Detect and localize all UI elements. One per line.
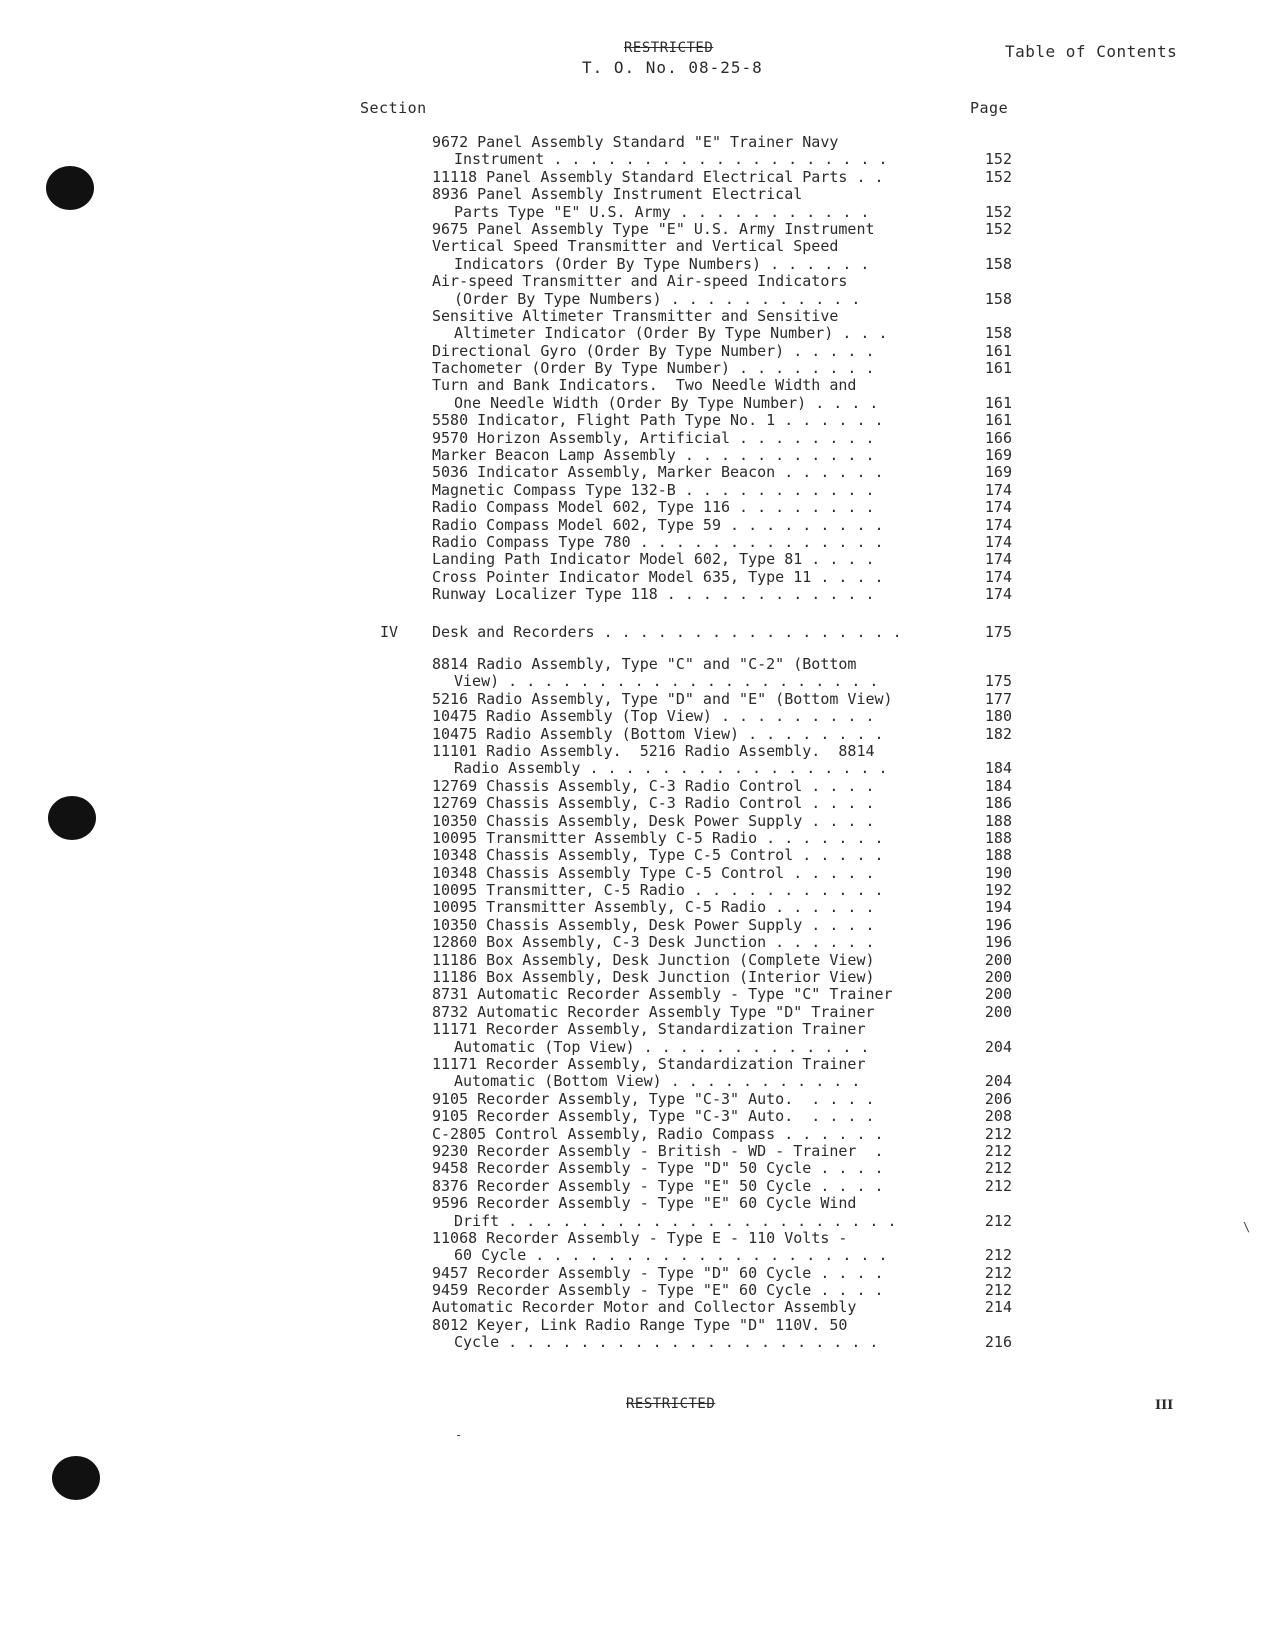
toc-entry <box>432 569 1012 586</box>
toc-entry-page: 158 <box>984 254 1012 273</box>
toc-entry-text: 8376 Recorder Assembly - Type "E" 50 Cycle . . . . <box>432 1176 884 1195</box>
toc-entry-page: 169 <box>984 463 1012 482</box>
toc-entry <box>432 499 1012 516</box>
toc-entry <box>432 813 1012 830</box>
toc-entry-text: Radio Compass Type 780 . . . . . . . . . . . . . . <box>432 532 884 551</box>
toc-entry-page: 152 <box>984 150 1012 169</box>
toc-entry <box>432 691 1012 708</box>
page-column-heading: Page <box>970 99 1009 117</box>
toc-entry-text: 11068 Recorder Assembly - Type E - 110 Volts - <box>432 1228 848 1247</box>
toc-entry <box>432 447 1012 464</box>
toc-entry-page: 174 <box>984 585 1012 604</box>
toc-entry-page: 206 <box>984 1089 1012 1108</box>
toc-entry-page: 216 <box>984 1333 1012 1352</box>
toc-entry-page: 161 <box>984 341 1012 360</box>
section-page-number: 175 <box>984 623 1012 641</box>
toc-entry <box>432 1334 1012 1351</box>
toc-entry-page: 174 <box>984 480 1012 499</box>
toc-entry-text: Radio Compass Model 602, Type 59 . . . . . . . . . <box>432 515 884 534</box>
toc-entry-text: 10095 Transmitter, C-5 Radio . . . . . . . . . . . <box>432 881 884 900</box>
toc-entry-page: 212 <box>984 1281 1012 1300</box>
toc-section-row <box>380 622 1012 642</box>
toc-entry-text: Radio Assembly . . . . . . . . . . . . . . . . . <box>454 759 888 778</box>
toc-entry-text: Tachometer (Order By Type Number) . . . . . . . . <box>432 359 875 378</box>
toc-entry-page: 180 <box>984 707 1012 726</box>
toc-entry-text: Automatic Recorder Motor and Collector Assembly <box>432 1298 857 1317</box>
toc-entry-text: 9105 Recorder Assembly, Type "C-3" Auto. . . . . <box>432 1089 875 1108</box>
toc-entry <box>432 395 1012 412</box>
toc-entry <box>432 743 1012 760</box>
toc-entry <box>432 726 1012 743</box>
toc-entry <box>432 760 1012 777</box>
toc-entry-text: 11171 Recorder Assembly, Standardization Trainer <box>432 1020 866 1039</box>
toc-entry-page: 196 <box>984 915 1012 934</box>
toc-entry <box>432 430 1012 447</box>
toc-entry <box>432 256 1012 273</box>
toc-entry-text: 8012 Keyer, Link Radio Range Type "D" 110V. 50 <box>432 1315 848 1334</box>
scan-speck: - <box>455 1428 463 1442</box>
toc-entry <box>432 151 1012 168</box>
toc-entry-text: Marker Beacon Lamp Assembly . . . . . . . . . . . <box>432 446 875 465</box>
toc-entry <box>432 291 1012 308</box>
toc-entry-text: Instrument . . . . . . . . . . . . . . . . . . . <box>454 150 888 169</box>
toc-entry-page: 152 <box>984 219 1012 238</box>
toc-entry <box>432 1178 1012 1195</box>
toc-entry-text: 9105 Recorder Assembly, Type "C-3" Auto. . . . . <box>432 1107 875 1126</box>
toc-entry-text: 5580 Indicator, Flight Path Type No. 1 . . . . . . <box>432 411 884 430</box>
toc-entry <box>432 308 1012 325</box>
toc-entry-page: 212 <box>984 1176 1012 1195</box>
toc-entry-text: 5216 Radio Assembly, Type "D" and "E" (Bottom View) <box>432 689 893 708</box>
restricted-mark-footer: RESTRICTED <box>626 1396 716 1412</box>
toc-entry-text: 11186 Box Assembly, Desk Junction (Complete View) <box>432 950 875 969</box>
toc-entry-text: One Needle Width (Order By Type Number) . . . . <box>454 393 879 412</box>
section-title: Desk and Recorders . . . . . . . . . . . . . . . . . <box>432 623 902 641</box>
toc-entry <box>432 1091 1012 1108</box>
toc-entry <box>432 1126 1012 1143</box>
toc-entry-page: 212 <box>984 1263 1012 1282</box>
toc-entry-text: 11101 Radio Assembly. 5216 Radio Assembly. 8814 <box>432 741 875 760</box>
toc-entry-page: 161 <box>984 411 1012 430</box>
toc-entry <box>432 934 1012 951</box>
toc-entry-page: 158 <box>984 324 1012 343</box>
toc-entry-text: Cross Pointer Indicator Model 635, Type 11 . . . . <box>432 567 884 586</box>
toc-entry-text: (Order By Type Numbers) . . . . . . . . . . . <box>454 289 861 308</box>
toc-entry-text: Automatic (Top View) . . . . . . . . . . . . . <box>454 1037 870 1056</box>
toc-entry-text: 10348 Chassis Assembly Type C-5 Control . . . . . <box>432 863 875 882</box>
toc-entry <box>432 134 1012 151</box>
toc-entry-text: 11118 Panel Assembly Standard Electrical Parts . . <box>432 167 884 186</box>
toc-entry <box>432 1108 1012 1125</box>
toc-entry <box>432 551 1012 568</box>
toc-entry <box>432 778 1012 795</box>
toc-entry-text: Parts Type "E" U.S. Army . . . . . . . . . . . <box>454 202 870 221</box>
toc-entry <box>432 586 1012 603</box>
toc-entry-page: 182 <box>984 724 1012 743</box>
toc-entry <box>432 1282 1012 1299</box>
toc-entry <box>432 221 1012 238</box>
toc-entry-text: Vertical Speed Transmitter and Vertical Speed <box>432 237 839 256</box>
toc-entry <box>432 204 1012 221</box>
toc-entry-page: 158 <box>984 289 1012 308</box>
toc-entry <box>432 969 1012 986</box>
toc-entry-page: 196 <box>984 933 1012 952</box>
toc-entry-text: 10475 Radio Assembly (Top View) . . . . . . . . . <box>432 707 875 726</box>
toc-entry-text: Magnetic Compass Type 132-B . . . . . . . . . . . <box>432 480 875 499</box>
toc-entry-text: Radio Compass Model 602, Type 116 . . . . . . . . <box>432 498 875 517</box>
toc-entry <box>432 412 1012 429</box>
toc-entry-page: 166 <box>984 428 1012 447</box>
scan-speck: \ <box>1243 1220 1251 1234</box>
toc-entry <box>432 986 1012 1003</box>
toc-entry-page: 204 <box>984 1072 1012 1091</box>
toc-entry-text: Automatic (Bottom View) . . . . . . . . . . . <box>454 1072 861 1091</box>
toc-entry-page: 152 <box>984 202 1012 221</box>
toc-entry <box>432 917 1012 934</box>
toc-entry-page: 175 <box>984 672 1012 691</box>
toc-entry-page: 174 <box>984 567 1012 586</box>
toc-entry <box>432 273 1012 290</box>
toc-entry <box>432 952 1012 969</box>
toc-entry <box>432 360 1012 377</box>
section-number: IV <box>380 623 399 641</box>
toc-entry-page: 204 <box>984 1037 1012 1056</box>
toc-entry-page: 152 <box>984 167 1012 186</box>
toc-entry-page: 188 <box>984 846 1012 865</box>
toc-entry-text: Cycle . . . . . . . . . . . . . . . . . . . . . <box>454 1333 879 1352</box>
toc-entry <box>432 795 1012 812</box>
toc-entry-page: 188 <box>984 811 1012 830</box>
toc-entry <box>432 482 1012 499</box>
toc-entry-text: 9596 Recorder Assembly - Type "E" 60 Cycle Wind <box>432 1194 857 1213</box>
section-column-heading: Section <box>360 99 427 117</box>
toc-entry-page: 200 <box>984 968 1012 987</box>
toc-entry <box>432 847 1012 864</box>
page-title: Table of Contents <box>1005 42 1178 61</box>
toc-entries-part-b <box>432 656 1012 1352</box>
toc-entry <box>432 1039 1012 1056</box>
toc-entry <box>432 1265 1012 1282</box>
toc-entry <box>432 1073 1012 1090</box>
toc-entry-page: 212 <box>984 1141 1012 1160</box>
toc-entry <box>432 1299 1012 1316</box>
toc-entry-text: Air-speed Transmitter and Air-speed Indicators <box>432 272 848 291</box>
toc-entry-page: 174 <box>984 532 1012 551</box>
toc-entry-page: 200 <box>984 985 1012 1004</box>
toc-entry-text: Indicators (Order By Type Numbers) . . . . . . <box>454 254 870 273</box>
toc-entry <box>432 882 1012 899</box>
toc-entry-text: 12769 Chassis Assembly, C-3 Radio Control . . . . <box>432 776 875 795</box>
toc-entry-page: 194 <box>984 898 1012 917</box>
toc-entries-part-a <box>432 134 1012 604</box>
toc-entry-text: 9570 Horizon Assembly, Artificial . . . . . . . . <box>432 428 875 447</box>
toc-entry-page: 184 <box>984 776 1012 795</box>
toc-entry-text: C-2805 Control Assembly, Radio Compass . . . . . . <box>432 1124 884 1143</box>
toc-entry <box>432 343 1012 360</box>
toc-entry-text: Sensitive Altimeter Transmitter and Sensitive <box>432 306 839 325</box>
toc-entry <box>432 899 1012 916</box>
toc-entry-page: 174 <box>984 498 1012 517</box>
toc-entry-page: 174 <box>984 550 1012 569</box>
toc-entry-page: 200 <box>984 1002 1012 1021</box>
page-number: III <box>1155 1398 1174 1413</box>
toc-entry-text: 9459 Recorder Assembly - Type "E" 60 Cycle . . . . <box>432 1281 884 1300</box>
toc-entry-text: 8936 Panel Assembly Instrument Electrical <box>432 185 803 204</box>
toc-entry-text: 10350 Chassis Assembly, Desk Power Supply . . . . <box>432 915 875 934</box>
toc-entry <box>432 377 1012 394</box>
toc-entry-text: 9672 Panel Assembly Standard "E" Trainer Navy <box>432 133 839 151</box>
toc-entry-text: 9457 Recorder Assembly - Type "D" 60 Cycle . . . . <box>432 1263 884 1282</box>
technical-order-number: T. O. No. 08-25-8 <box>582 58 763 77</box>
toc-entry <box>432 1004 1012 1021</box>
toc-entry <box>432 1021 1012 1038</box>
toc-entry <box>432 238 1012 255</box>
toc-entry-text: 9458 Recorder Assembly - Type "D" 50 Cycle . . . . <box>432 1159 884 1178</box>
toc-entry-text: Directional Gyro (Order By Type Number) . . . . . <box>432 341 875 360</box>
toc-entry-page: 188 <box>984 828 1012 847</box>
toc-entry-text: 8731 Automatic Recorder Assembly - Type "C" Trainer <box>432 985 893 1004</box>
toc-entry <box>432 169 1012 186</box>
toc-entry <box>432 1317 1012 1334</box>
toc-entry-text: Altimeter Indicator (Order By Type Number) . . . <box>454 324 888 343</box>
toc-entry-page: 174 <box>984 515 1012 534</box>
toc-entry-page: 177 <box>984 689 1012 708</box>
toc-entry-page: 212 <box>984 1246 1012 1265</box>
toc-entry <box>432 1160 1012 1177</box>
toc-entry <box>432 865 1012 882</box>
toc-entry-text: 11171 Recorder Assembly, Standardization Trainer <box>432 1054 866 1073</box>
toc-entry-text: 9230 Recorder Assembly - British - WD - Trainer . <box>432 1141 884 1160</box>
toc-entry-text: 9675 Panel Assembly Type "E" U.S. Army Instrument <box>432 219 875 238</box>
toc-entry-text: 10348 Chassis Assembly, Type C-5 Control . . . . . <box>432 846 884 865</box>
toc-entry <box>432 708 1012 725</box>
toc-entry-text: 60 Cycle . . . . . . . . . . . . . . . . . . . . <box>454 1246 888 1265</box>
restricted-mark-header: RESTRICTED <box>624 40 714 56</box>
toc-entry-page: 214 <box>984 1298 1012 1317</box>
toc-entry-text: Drift . . . . . . . . . . . . . . . . . . . . . . <box>454 1211 897 1230</box>
binder-hole <box>52 1456 100 1500</box>
toc-entry-page: 169 <box>984 446 1012 465</box>
toc-entry <box>432 534 1012 551</box>
toc-entry-page: 208 <box>984 1107 1012 1126</box>
toc-entry <box>432 1230 1012 1247</box>
toc-entry-text: 12860 Box Assembly, C-3 Desk Junction . . . . . . <box>432 933 875 952</box>
toc-entry-page: 200 <box>984 950 1012 969</box>
toc-entry <box>432 1213 1012 1230</box>
toc-entry-text: 5036 Indicator Assembly, Marker Beacon . . . . . . <box>432 463 884 482</box>
toc-entry-text: 10350 Chassis Assembly, Desk Power Supply . . . . <box>432 811 875 830</box>
toc-entry <box>432 830 1012 847</box>
toc-entry-page: 161 <box>984 359 1012 378</box>
toc-entry-text: 10475 Radio Assembly (Bottom View) . . . . . . . . <box>432 724 884 743</box>
toc-entry-text: Runway Localizer Type 118 . . . . . . . . . . . . <box>432 585 875 604</box>
toc-entry-text: 12769 Chassis Assembly, C-3 Radio Control . . . . <box>432 794 875 813</box>
toc-entry-text: Turn and Bank Indicators. Two Needle Width and <box>432 376 857 395</box>
toc-entry <box>432 673 1012 690</box>
toc-entry <box>432 464 1012 481</box>
toc-entry-text: Landing Path Indicator Model 602, Type 81 . . . . <box>432 550 875 569</box>
toc-entry-page: 186 <box>984 794 1012 813</box>
toc-entry <box>432 186 1012 203</box>
toc-entry-text: 11186 Box Assembly, Desk Junction (Interior View) <box>432 968 875 987</box>
toc-entry <box>432 325 1012 342</box>
toc-entry-text: 10095 Transmitter Assembly, C-5 Radio . . . . . . <box>432 898 875 917</box>
toc-entry-text: 8732 Automatic Recorder Assembly Type "D" Trainer <box>432 1002 875 1021</box>
toc-entry <box>432 517 1012 534</box>
toc-entry <box>432 1195 1012 1212</box>
toc-entry <box>432 1056 1012 1073</box>
binder-hole <box>48 796 96 840</box>
toc-entry-text: View) . . . . . . . . . . . . . . . . . . . . . <box>454 672 879 691</box>
toc-entry-page: 161 <box>984 393 1012 412</box>
toc-entry <box>432 1143 1012 1160</box>
toc-entry-page: 212 <box>984 1124 1012 1143</box>
toc-entry-page: 190 <box>984 863 1012 882</box>
toc-entry-page: 184 <box>984 759 1012 778</box>
toc-entry-page: 192 <box>984 881 1012 900</box>
toc-entry-text: 10095 Transmitter Assembly C-5 Radio . . . . . . . <box>432 828 884 847</box>
binder-hole <box>46 166 94 210</box>
toc-entry-page: 212 <box>984 1159 1012 1178</box>
toc-entry <box>432 1247 1012 1264</box>
toc-entry-text: 8814 Radio Assembly, Type "C" and "C-2" (Bottom <box>432 655 857 673</box>
toc-entry <box>432 656 1012 673</box>
toc-entry-page: 212 <box>984 1211 1012 1230</box>
